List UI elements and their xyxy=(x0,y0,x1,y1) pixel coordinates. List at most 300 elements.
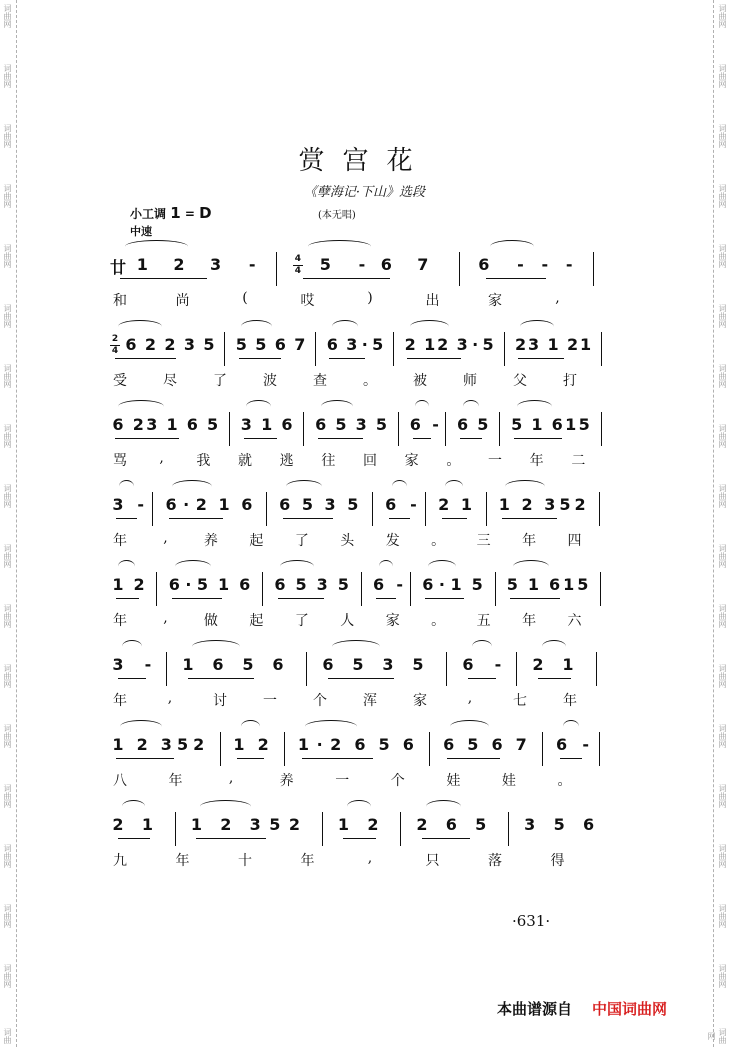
watermark-text: 词曲网 xyxy=(3,964,12,988)
note: 5 xyxy=(337,575,349,594)
note: 5 xyxy=(335,415,347,434)
beam-underline xyxy=(407,358,461,359)
note: 2 xyxy=(144,335,157,354)
lyric-char: 查 xyxy=(313,373,327,389)
slur-mark xyxy=(286,480,322,493)
note: 2 xyxy=(566,335,579,354)
beam-underline xyxy=(302,758,373,759)
lyric-char: ) xyxy=(367,290,373,306)
watermark-text: 词曲网 xyxy=(718,904,727,928)
note: 3 xyxy=(355,415,367,434)
lyric-char: 做 xyxy=(203,613,218,629)
performance-note: (本无唱) xyxy=(318,210,356,221)
slur-mark xyxy=(119,480,134,493)
key-equals: = xyxy=(184,207,195,221)
lyric-char: 一 xyxy=(335,773,350,789)
note: 3 xyxy=(528,335,540,354)
note: 1 xyxy=(166,415,178,434)
note: 3 xyxy=(316,575,328,594)
beam-underline xyxy=(413,438,432,439)
note: 5 xyxy=(176,735,189,754)
watermark-text: 词曲网 xyxy=(718,964,727,988)
lyric-char: 打 xyxy=(563,373,577,389)
beam-underline xyxy=(329,358,365,359)
note: 5 xyxy=(269,815,281,834)
beam-underline xyxy=(425,598,464,599)
barline xyxy=(322,812,323,846)
barline xyxy=(306,652,307,686)
lyric-char: , xyxy=(367,850,373,866)
time-signature: 2 4 xyxy=(111,334,119,356)
barline xyxy=(166,652,167,686)
slur-mark xyxy=(246,400,270,413)
beam-underline xyxy=(442,518,467,519)
note: 3 xyxy=(456,335,468,354)
lyric-line xyxy=(0,444,729,469)
note: - xyxy=(565,255,573,274)
slur-mark xyxy=(280,560,314,573)
note: 2 xyxy=(257,735,269,754)
beam-underline xyxy=(376,598,395,599)
lyric-char: 师 xyxy=(463,373,477,389)
watermark-text: 词曲网 xyxy=(718,124,727,148)
lyric-line xyxy=(0,364,729,389)
beam-underline xyxy=(188,678,254,679)
barline xyxy=(459,252,460,286)
slur-mark xyxy=(410,320,449,333)
barline xyxy=(400,812,401,846)
watermark-text: 词曲网 xyxy=(718,844,727,868)
watermark-text: 词曲网 xyxy=(718,304,727,328)
lyric-char: 三 xyxy=(476,533,491,549)
note: 6 xyxy=(491,735,503,754)
note: 6 xyxy=(549,575,561,594)
slur-mark xyxy=(505,480,544,493)
slur-mark xyxy=(450,720,489,733)
slur-mark xyxy=(241,320,272,333)
barline xyxy=(599,492,600,526)
note: 3 xyxy=(324,495,336,514)
note: 6 xyxy=(125,335,137,354)
lyric-char: 发 xyxy=(385,533,400,549)
note: 1 xyxy=(182,655,194,674)
lyric-char: 我 xyxy=(196,453,211,469)
slur-mark xyxy=(120,720,162,733)
slur-mark xyxy=(192,640,240,653)
lyric-char: 年 xyxy=(168,773,183,789)
lyric-char: 。 xyxy=(557,773,572,789)
note: 3 xyxy=(524,815,536,834)
lyric-char: 二 xyxy=(571,453,586,469)
note: - xyxy=(517,255,524,274)
lyric-char: 。 xyxy=(363,373,377,389)
note: 5 xyxy=(559,495,571,514)
slur-mark xyxy=(392,480,407,493)
dot-mark: · xyxy=(438,575,445,594)
note: 6 xyxy=(478,255,490,274)
watermark-text: 词曲网 xyxy=(3,784,12,808)
note: 3 xyxy=(382,655,394,674)
note: 1 xyxy=(424,335,436,354)
note: 1 xyxy=(218,495,230,514)
beam-underline xyxy=(328,678,394,679)
barline xyxy=(175,812,176,846)
lyric-char: 落 xyxy=(488,853,502,869)
barline xyxy=(446,652,447,686)
lyric-char: 年 xyxy=(522,533,537,549)
note: 2 xyxy=(330,735,342,754)
note: 5 xyxy=(255,335,267,354)
barline xyxy=(224,332,225,366)
watermark-text: 词曲网 xyxy=(718,64,727,88)
beam-underline xyxy=(169,518,223,519)
slur-mark xyxy=(321,400,353,413)
beam-underline xyxy=(318,438,363,439)
song-title: 赏宫花 xyxy=(298,146,431,176)
note: 6 xyxy=(112,415,124,434)
note: 6 xyxy=(354,735,366,754)
note: 3 xyxy=(112,495,124,514)
lyric-char: 年 xyxy=(113,693,127,709)
barline xyxy=(398,412,399,446)
note: 5 xyxy=(482,335,494,354)
note: 2 xyxy=(220,815,232,834)
note: 1 xyxy=(460,495,473,514)
barline xyxy=(486,492,487,526)
lyric-char: 。 xyxy=(431,533,446,549)
beam-underline xyxy=(120,278,207,279)
note: 1 xyxy=(297,735,310,754)
lyric-char: 年 xyxy=(300,853,315,869)
note: - xyxy=(137,495,145,514)
barline xyxy=(601,412,602,446)
note: 2 xyxy=(521,495,533,514)
beam-underline xyxy=(118,838,150,839)
lyric-char: 只 xyxy=(425,853,440,869)
barline xyxy=(542,732,543,766)
dot-mark: · xyxy=(183,495,190,514)
lyric-char: 个 xyxy=(313,693,327,709)
watermark-text: 词曲网 xyxy=(707,1027,727,1044)
note: 6 xyxy=(281,415,293,434)
score-row xyxy=(0,632,729,722)
note: 5 xyxy=(511,415,523,434)
watermark-text: 词曲网 xyxy=(3,844,12,868)
note: 6 xyxy=(279,495,291,514)
note: 5 xyxy=(578,415,590,434)
beam-underline xyxy=(196,838,266,839)
beam-underline xyxy=(116,518,137,519)
lyric-line xyxy=(0,844,729,869)
slur-mark xyxy=(415,400,429,413)
barline xyxy=(361,572,362,606)
watermark-text: 词曲网 xyxy=(718,424,727,448)
beam-underline xyxy=(115,358,176,359)
note: 6 xyxy=(165,495,177,514)
barline xyxy=(276,252,277,286)
score-row xyxy=(0,552,729,642)
note: - xyxy=(494,655,502,674)
lyric-line xyxy=(0,764,729,789)
lyric-char: 得 xyxy=(550,853,565,869)
key-tonic: D xyxy=(199,204,212,222)
note: 6 xyxy=(168,575,180,594)
score-row xyxy=(0,392,729,482)
watermark-text: 词曲网 xyxy=(3,604,12,628)
note: 1 xyxy=(261,415,273,434)
lyric-char: 了 xyxy=(213,373,227,389)
lyric-char: 。 xyxy=(431,613,446,629)
lyric-char: 年 xyxy=(529,453,544,469)
barline xyxy=(508,812,509,846)
note: - xyxy=(144,655,152,674)
dot-mark: · xyxy=(185,575,192,594)
beam-underline xyxy=(116,758,174,759)
lyric-char: 讨 xyxy=(213,693,227,709)
note: 2 xyxy=(132,415,144,434)
watermark-text: 词曲网 xyxy=(718,364,727,388)
beam-underline xyxy=(502,518,556,519)
lyric-char: 一 xyxy=(488,453,502,469)
lyric-char: 和 xyxy=(113,293,127,309)
lyric-char: 骂 xyxy=(113,453,127,469)
note: 6 xyxy=(322,655,334,674)
beam-underline xyxy=(518,358,564,359)
lyric-char: 七 xyxy=(513,693,527,709)
beam-underline xyxy=(283,518,333,519)
slur-mark xyxy=(563,720,579,733)
lyric-char: , xyxy=(555,290,560,306)
barline xyxy=(601,332,602,366)
note: 6 xyxy=(457,415,469,434)
lyric-char: 家 xyxy=(404,453,419,469)
note: - xyxy=(396,575,403,594)
note: 6 xyxy=(274,335,286,354)
note: 6 xyxy=(422,575,434,594)
lyric-char: , xyxy=(159,450,164,466)
lyric-char: 起 xyxy=(249,613,264,629)
watermark-text: 词曲网 xyxy=(718,664,727,688)
note: 3 xyxy=(249,815,261,834)
slur-mark xyxy=(241,720,260,733)
lyric-char: 受 xyxy=(113,373,127,389)
watermark-text: 词曲网 xyxy=(718,604,727,628)
beam-underline xyxy=(116,598,139,599)
lyric-char: 出 xyxy=(425,293,440,309)
note: 6 xyxy=(462,655,474,674)
note: 1 xyxy=(136,255,148,274)
note: 5 xyxy=(372,335,384,354)
beam-underline xyxy=(239,358,282,359)
note: 1 xyxy=(527,575,540,594)
lyric-line xyxy=(0,524,729,549)
barline xyxy=(303,412,304,446)
beam-underline xyxy=(514,438,562,439)
slur-mark xyxy=(517,400,552,413)
beam-underline xyxy=(172,598,222,599)
lyric-char: 波 xyxy=(263,373,277,389)
watermark-text: 词曲网 xyxy=(3,64,12,88)
note: 5 xyxy=(375,415,388,434)
note: 2 xyxy=(288,815,301,834)
lyric-char: 回 xyxy=(363,453,377,469)
lyric-char: 人 xyxy=(340,613,355,629)
lyric-char: 被 xyxy=(413,373,427,389)
key-degree: 1 xyxy=(170,204,181,222)
note: 6 xyxy=(443,735,455,754)
barline xyxy=(504,332,505,366)
watermark-text: 词曲网 xyxy=(3,424,12,448)
watermark-text: 词曲网 xyxy=(3,184,12,208)
note: 1 xyxy=(218,575,230,594)
lyric-char: 了 xyxy=(294,613,309,629)
lyric-char: 养 xyxy=(203,533,218,549)
lyric-char: 个 xyxy=(390,773,405,789)
barline xyxy=(410,572,411,606)
note: 7 xyxy=(417,255,429,274)
note: 7 xyxy=(294,335,306,354)
lyric-char: 父 xyxy=(513,373,527,389)
song-subtitle: 《孽海记·下山》选段 xyxy=(303,185,426,200)
key-signature xyxy=(130,204,212,222)
note: 5 xyxy=(378,735,390,754)
note: - xyxy=(541,255,549,274)
beam-underline xyxy=(447,758,500,759)
slur-mark xyxy=(305,720,357,733)
note: 1 xyxy=(190,815,202,834)
slur-mark xyxy=(118,320,162,333)
note: 2 xyxy=(416,815,428,834)
note: 6 xyxy=(241,495,253,514)
barline xyxy=(220,732,221,766)
slur-mark xyxy=(175,560,212,573)
note: 6 xyxy=(272,655,284,674)
source-credit xyxy=(497,998,667,1019)
score-row xyxy=(0,472,729,562)
score-row xyxy=(0,792,729,882)
note: 5 xyxy=(553,815,565,834)
note: 1 xyxy=(498,495,510,514)
note: 1 xyxy=(579,335,592,354)
beam-underline xyxy=(343,838,375,839)
note: 5 xyxy=(235,335,247,354)
beam-underline xyxy=(422,838,471,839)
tempo-marking: 中速 xyxy=(130,225,152,238)
lyric-line xyxy=(0,284,729,309)
watermark-text: 词曲网 xyxy=(718,544,727,568)
note: 3 xyxy=(544,495,556,514)
lyric-char: 。 xyxy=(446,453,461,469)
lyric-char: 了 xyxy=(294,533,309,549)
watermark-text: 词曲网 xyxy=(718,784,727,808)
slur-mark xyxy=(122,640,142,653)
watermark-text: 词曲网 xyxy=(3,664,12,688)
note: 1 xyxy=(547,335,559,354)
slur-mark xyxy=(200,800,251,813)
lyric-char: , xyxy=(167,690,173,706)
note: 2 xyxy=(515,335,527,354)
lyric-char: 往 xyxy=(321,453,336,469)
note: 5 xyxy=(203,335,215,354)
watermark-text: 词曲 xyxy=(3,1027,12,1044)
beam-underline xyxy=(115,438,178,439)
lyric-char: ( xyxy=(242,290,248,306)
beam-underline xyxy=(389,518,410,519)
barline xyxy=(229,412,230,446)
beam-underline xyxy=(486,278,546,279)
lyric-char: 四 xyxy=(567,533,582,549)
note: - xyxy=(358,255,366,274)
note: 6 xyxy=(212,655,224,674)
note: 廿 xyxy=(110,258,127,277)
note: - xyxy=(582,735,590,754)
barline xyxy=(284,732,285,766)
barline xyxy=(499,412,500,446)
note: 3 xyxy=(146,415,158,434)
watermark-text: 词曲网 xyxy=(718,4,727,28)
note: 5 xyxy=(577,575,589,594)
note: 1 xyxy=(563,575,575,594)
watermark-text: 词曲网 xyxy=(3,364,12,388)
note: 5 xyxy=(506,575,518,594)
lyric-char: 家 xyxy=(413,693,427,709)
lyric-char: 年 xyxy=(563,693,577,709)
slur-mark xyxy=(308,240,371,253)
watermark-text: 词曲网 xyxy=(718,244,727,268)
note: 2 xyxy=(112,815,124,834)
note: 5 xyxy=(467,735,479,754)
lyric-char: 十 xyxy=(238,853,252,869)
source-site: 中国词曲网 xyxy=(592,1000,668,1018)
slur-mark xyxy=(332,640,380,653)
slur-mark xyxy=(513,560,550,573)
note: 2 xyxy=(193,735,205,754)
lyric-char: , xyxy=(228,770,234,786)
lyric-line xyxy=(0,684,729,709)
beam-underline xyxy=(510,598,560,599)
note: 5 xyxy=(352,655,364,674)
lyric-char: 家 xyxy=(385,613,400,629)
beam-underline xyxy=(460,438,482,439)
page-number: ·631· xyxy=(512,912,551,930)
watermark-text: 词曲网 xyxy=(3,904,12,928)
lyric-char: , xyxy=(163,530,168,546)
note: 2 xyxy=(532,655,544,674)
note: 7 xyxy=(515,735,527,754)
watermark-text: 词曲网 xyxy=(3,4,12,28)
lyric-char: 年 xyxy=(522,613,537,629)
slur-mark xyxy=(118,560,135,573)
score-row xyxy=(0,312,729,402)
note: 5 xyxy=(471,575,483,594)
slur-mark xyxy=(347,800,371,813)
note: 1 xyxy=(562,655,574,674)
watermark-text: 词曲网 xyxy=(718,724,727,748)
note: 2 xyxy=(574,495,586,514)
slur-mark xyxy=(125,240,188,253)
lyric-char: 年 xyxy=(113,613,127,629)
slur-mark xyxy=(172,480,211,493)
lyric-char: 五 xyxy=(476,613,491,629)
note: 5 xyxy=(207,415,219,434)
slur-mark xyxy=(428,560,456,573)
lyric-char: 一 xyxy=(263,693,277,709)
lyric-char: , xyxy=(467,690,473,706)
lyric-char: 哎 xyxy=(300,293,315,309)
lyric-char: 就 xyxy=(238,453,252,469)
note: 2 xyxy=(195,495,207,514)
note: 1 xyxy=(450,575,462,594)
